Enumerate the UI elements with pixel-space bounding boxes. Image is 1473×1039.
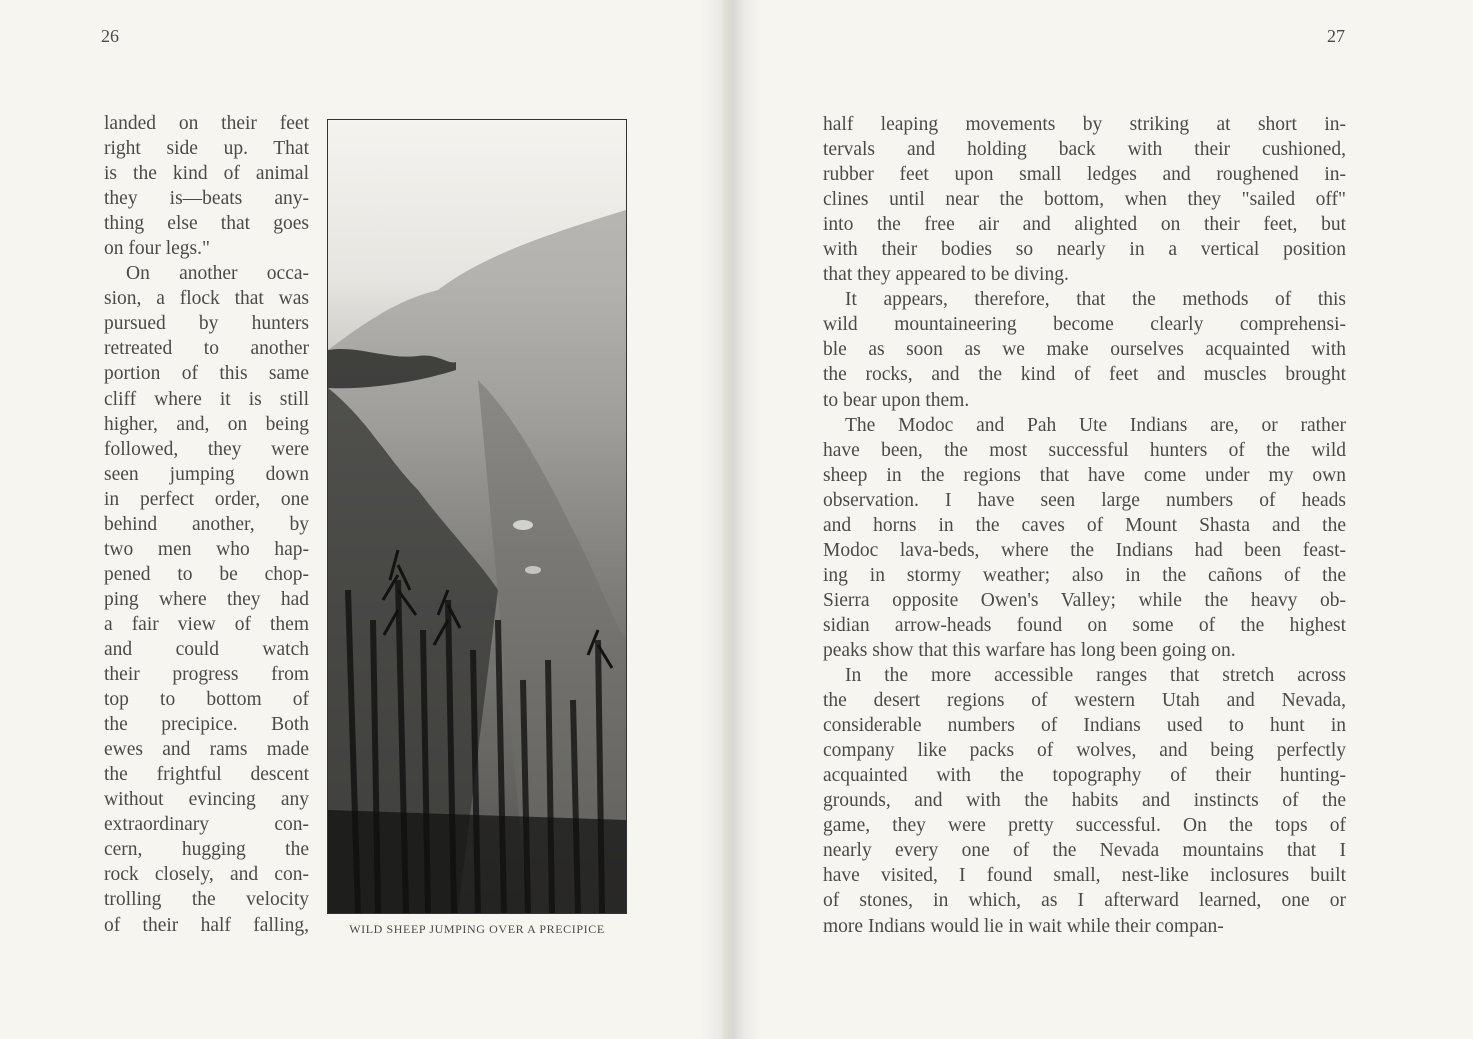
left-page [0,0,722,1039]
text-line: ewes and rams made [104,739,309,761]
text-line: of their half falling, [104,914,309,936]
text-line: clines until near the bottom, when they "sailed off" [823,189,1346,211]
text-line: have visited, I found small, nest-like inclosures built [823,865,1346,887]
text-line: grounds, and with the habits and instincts of the [823,790,1346,812]
text-line: On another occa- [126,263,309,285]
text-line: the desert regions of western Utah and Nevada, [823,690,1346,712]
text-line: to bear upon them. [823,389,970,411]
text-line: cliff where it is still [104,388,309,410]
right-text-column [823,112,1346,939]
text-line: portion of this same [104,363,309,385]
text-line: peaks show that this warfare has long been going on. [823,639,1236,661]
text-line: is the kind of animal [104,163,309,185]
text-line: rock closely, and con- [104,864,309,886]
text-line: company like packs of wolves, and being perfectly [823,740,1346,762]
text-line: Modoc lava-beds, where the Indians had been feast- [823,539,1346,561]
text-line: tervals and holding back with their cushioned, [823,139,1346,161]
text-line: of stones, in which, as I afterward learned, one or [823,890,1346,912]
text-line: retreated to another [104,338,309,360]
text-line: game, they were pretty successful. On the tops of [823,815,1346,837]
text-line: considerable numbers of Indians used to hunt in [823,715,1346,737]
text-line: the frightful descent [104,764,309,786]
right-page [730,0,1473,1039]
text-line: their progress from [104,664,309,686]
text-line: have been, the most successful hunters of the wild [823,439,1346,461]
text-line: nearly every one of the Nevada mountains that I [823,840,1346,862]
text-line: acquainted with the topography of their hunting- [823,765,1346,787]
text-line: The Modoc and Pah Ute Indians are, or rather [845,414,1346,436]
text-line: cern, hugging the [104,839,309,861]
engraving-illustration [327,119,627,914]
text-line: In the more accessible ranges that stretch across [845,665,1346,687]
book-gutter [700,0,760,1039]
text-line: landed on their feet [104,113,309,134]
text-line: rubber feet upon small ledges and roughened in- [823,164,1346,186]
text-line: Sierra opposite Owen's Valley; while the heavy ob- [823,589,1346,611]
text-line: extraordinary con- [104,814,309,836]
text-line: ing in stormy weather; also in the cañons of the [823,564,1346,586]
text-line: sion, a flock that was [104,288,309,310]
text-line: right side up. That [104,138,309,160]
text-line: sheep in the regions that have come under my own [823,464,1346,486]
text-line: in perfect order, one [104,488,309,510]
text-line: the precipice. Both [104,714,309,736]
text-line: followed, they were [104,438,309,460]
left-text-column [104,111,309,938]
precipice-engraving [328,120,626,913]
text-line: half leaping movements by striking at short in- [823,114,1346,135]
text-line: sidian arrow-heads found on some of the highest [823,614,1346,636]
text-line: higher, and, on being [104,413,309,435]
text-line: more Indians would lie in wait while their compan- [823,915,1224,937]
text-line: pursued by hunters [104,313,309,335]
text-line: ping where they had [104,588,309,610]
text-line: with their bodies so nearly in a vertical position [823,239,1346,261]
text-line: the rocks, and the kind of feet and muscles brought [823,364,1346,386]
text-line: pened to be chop- [104,563,309,585]
text-line: wild mountaineering become clearly comprehensi- [823,314,1346,336]
text-line: on four legs." [104,238,210,260]
text-line: without evincing any [104,789,309,811]
text-line: and could watch [104,638,309,660]
text-line: seen jumping down [104,463,309,485]
text-line: trolling the velocity [104,889,309,911]
text-line: into the free air and alighted on their feet, but [823,214,1346,236]
text-line: thing else that goes [104,213,309,235]
text-line: top to bottom of [104,689,309,711]
text-line: that they appeared to be diving. [823,264,1069,286]
text-line: observation. I have seen large numbers of heads [823,489,1346,511]
text-line: they is—beats any- [104,188,309,210]
page-number-left: 26 [101,26,119,46]
figure-caption: WILD SHEEP JUMPING OVER A PRECIPICE [349,922,605,936]
text-line: behind another, by [104,513,309,535]
text-line: two men who hap- [104,538,309,560]
text-line: and horns in the caves of Mount Shasta and the [823,514,1346,536]
text-line: a fair view of them [104,613,309,635]
page-number-right: 27 [1327,26,1345,46]
text-line: ble as soon as we make ourselves acquainted with [823,339,1346,361]
text-line: It appears, therefore, that the methods of this [845,289,1346,311]
